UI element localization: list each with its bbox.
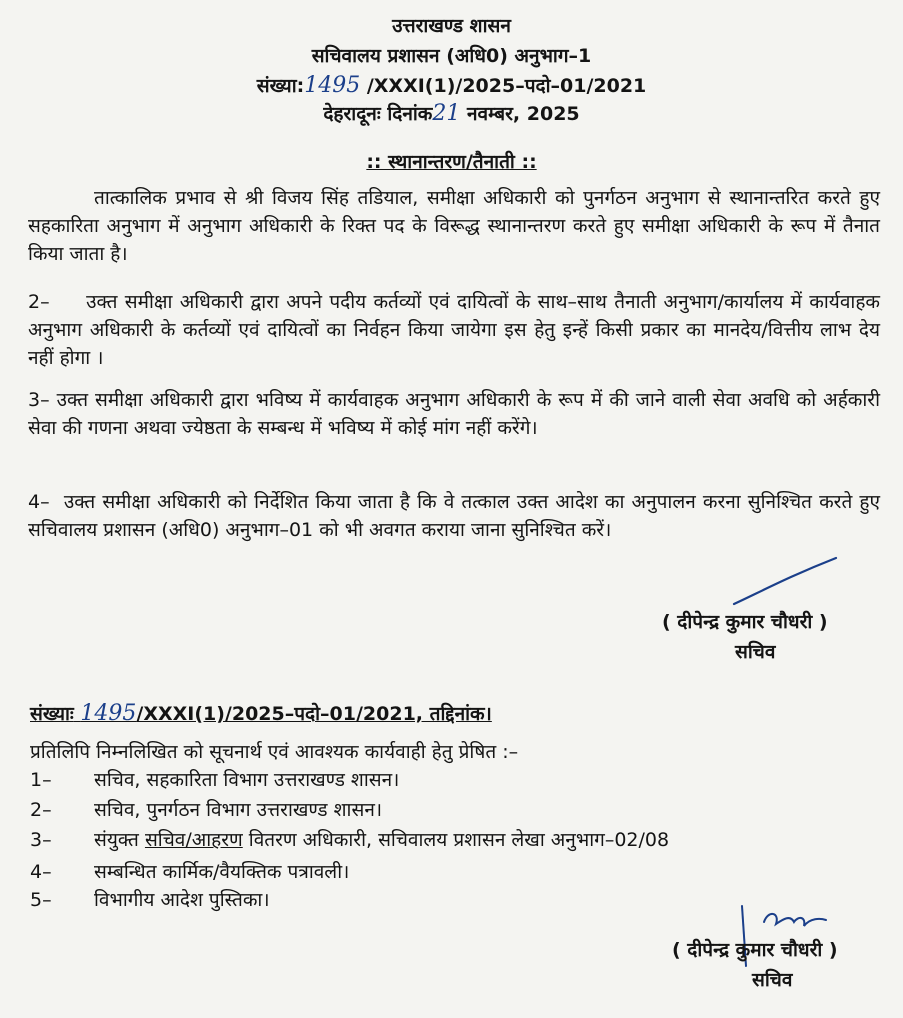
copy-number-handwritten: 1495 — [80, 701, 137, 726]
copy-item-text: विभागीय आदेश पुस्तिका। — [94, 889, 270, 911]
copy-list-item — [30, 858, 349, 884]
copy-list-item — [30, 826, 669, 852]
subject-text: :: स्थानान्तरण/तैनाती :: — [366, 151, 537, 173]
signature-1-name: ( दीपेन्द्र कुमार चौधरी ) — [662, 611, 828, 633]
order-number-handwritten: 1495 — [304, 73, 361, 98]
copy-item-text-a: संयुक्त — [94, 829, 139, 851]
copy-item-number: 3– — [30, 829, 52, 851]
copy-number-underlined — [30, 703, 492, 725]
copy-number-prefix: संख्याः — [30, 703, 74, 725]
copy-item-number: 5– — [30, 889, 52, 911]
department-title: सचिवालय प्रशासन (अधि0) अनुभाग–1 — [311, 45, 592, 67]
paragraph-3 — [28, 386, 880, 442]
copy-item-number: 2– — [30, 799, 52, 821]
paragraph-2-text: उक्त समीक्षा अधिकारी द्वारा अपने पदीय कर्तव्यों एवं दायित्वों के साथ–साथ तैनाती अनुभाग/कार्यालय में कार्यवाहक अनुभाग अधिकारी के कर्तव्यों एवं दायित्वों का निर्वहन किया जायेगा इस हेतु इन्हें किसी प्रकार का मानदेय/वित्तीय लाभ देय नहीं होगा । — [28, 291, 880, 369]
paragraph-4 — [28, 488, 880, 544]
paragraph-3-number: 3– — [28, 389, 50, 411]
copy-item-number: 4– — [30, 861, 52, 883]
paragraph-1 — [28, 184, 880, 268]
date-handwritten: 21 — [432, 101, 461, 126]
subject-heading — [0, 148, 903, 174]
signature-1-mark — [730, 552, 840, 612]
copy-list-item — [30, 766, 399, 792]
place: देहरादूनः — [323, 103, 381, 125]
paragraph-2 — [28, 288, 880, 372]
order-number-prefix: संख्या: — [256, 75, 305, 97]
copy-item-text: सम्बन्धित कार्मिक/वैयक्तिक पत्रावली। — [94, 861, 350, 883]
copy-number-line — [30, 700, 492, 726]
copy-item-text-c: वितरण अधिकारी, सचिवालय प्रशासन लेखा अनुभाग–02/08 — [248, 829, 670, 851]
order-date-line — [0, 100, 903, 126]
signature-2-designation: सचिव — [752, 969, 793, 991]
paragraph-1-text: तात्कालिक प्रभाव से श्री विजय सिंह तडियाल, समीक्षा अधिकारी को पुनर्गठन अनुभाग से स्थानान्तरित करते हुए सहकारिता अनुभाग में अनुभाग अधिकारी के रिक्त पद के विरूद्ध स्थानान्तरण करते हुए समीक्षा अधिकारी के रूप में तैनात किया जाता है। — [28, 187, 880, 265]
copy-number-suffix: /XXXI(1)/2025–पदो–01/2021, तद्दिनांक। — [136, 703, 492, 725]
copy-item-text: सचिव, सहकारिता विभाग उत्तराखण्ड शासन। — [94, 769, 400, 791]
government-title: उत्तराखण्ड शासन — [392, 15, 511, 37]
paragraph-4-text: उक्त समीक्षा अधिकारी को निर्देशित किया जाता है कि वे तत्काल उक्त आदेश का अनुपालन करना सुनिश्चित करते हुए सचिवालय प्रशासन (अधि0) अनुभाग–01 को भी अवगत कराया जाना सुनिश्चित करें। — [28, 491, 880, 541]
order-number — [0, 72, 903, 98]
copy-list-item — [30, 796, 382, 822]
signature-1-designation: सचिव — [735, 641, 776, 663]
paragraph-4-number: 4– — [28, 491, 50, 513]
signature-2-name: ( दीपेन्द्र कुमार चौधरी ) — [672, 939, 838, 961]
copy-list-item — [30, 886, 270, 912]
date-label: दिनांक — [387, 103, 433, 125]
date-suffix: नवम्बर, 2025 — [467, 103, 580, 125]
copy-item-text-b: सचिव/आहरण — [144, 829, 243, 851]
copy-item-number: 1– — [30, 769, 52, 791]
copy-intro: प्रतिलिपि निम्नलिखित को सूचनार्थ एवं आवश्यक कार्यवाही हेतु प्रेषित :– — [30, 741, 519, 763]
copy-item-text: सचिव, पुनर्गठन विभाग उत्तराखण्ड शासन। — [94, 799, 383, 821]
paragraph-3-text: उक्त समीक्षा अधिकारी द्वारा भविष्य में कार्यवाहक अनुभाग अधिकारी के रूप में की जाने वाली सेवा अवधि को अर्हकारी सेवा की गणना अथवा ज्येष्ठता के सम्बन्ध में भविष्य में कोई मांग नहीं करेंगे। — [28, 389, 880, 439]
paragraph-2-number: 2– — [28, 291, 50, 313]
order-number-suffix: /XXXI(1)/2025–पदो–01/2021 — [366, 75, 647, 97]
